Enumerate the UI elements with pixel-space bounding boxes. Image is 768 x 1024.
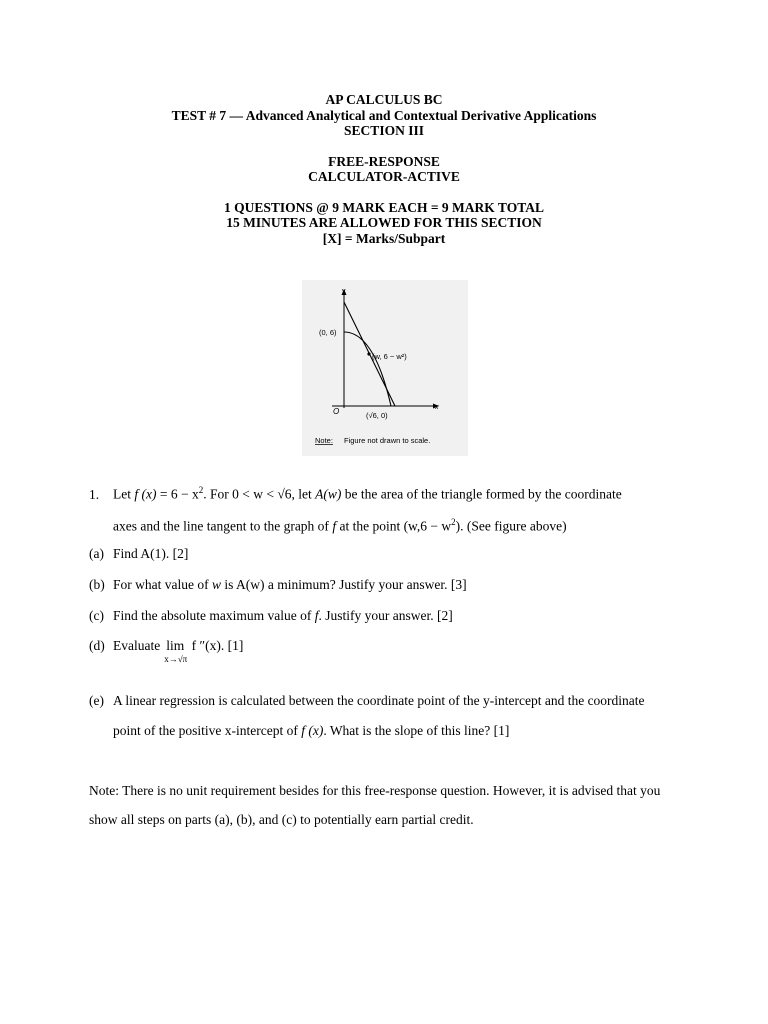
question-1-line-1 bbox=[89, 482, 622, 503]
origin-label: O bbox=[333, 407, 340, 416]
y-intercept-label: (0, 6) bbox=[319, 328, 337, 337]
question-text-part: Let bbox=[113, 486, 135, 502]
test-title: TEST # 7 — Advanced Analytical and Contextual Derivative Applications bbox=[171, 107, 597, 123]
function-notation: f (x) bbox=[301, 723, 324, 738]
note-line-2: show all steps on parts (a), (b), and (c) to potentially earn partial credit. bbox=[89, 812, 474, 827]
part-text: f ″(x). [1] bbox=[188, 638, 244, 653]
part-text: Evaluate bbox=[113, 638, 161, 653]
time-allowed: 15 MINUTES ARE ALLOWED FOR THIS SECTION bbox=[226, 215, 542, 230]
y-axis-label: y bbox=[342, 288, 346, 295]
part-label: (e) bbox=[89, 693, 104, 708]
area-notation: A(w) bbox=[315, 486, 342, 502]
x-axis-label: x bbox=[435, 404, 439, 411]
part-text: is A(w) a minimum? Justify your answer. [3] bbox=[221, 577, 467, 592]
marks-summary: 1 QUESTIONS @ 9 MARK EACH = 9 MARK TOTAL bbox=[224, 199, 544, 215]
function-notation: f (x) bbox=[134, 486, 157, 502]
question-text-part: = 6 − x bbox=[156, 486, 199, 502]
part-label: (c) bbox=[89, 608, 104, 623]
limit-subscript: x→√π bbox=[164, 654, 188, 664]
tangent-point-label: (w, 6 − w²) bbox=[372, 352, 407, 361]
x-intercept-label: (√6, 0) bbox=[366, 411, 388, 420]
marks-legend: [X] = Marks/Subpart bbox=[322, 230, 446, 246]
figure-note-label: Note: bbox=[315, 436, 333, 445]
part-e-line-1 bbox=[89, 693, 645, 709]
part-a bbox=[89, 546, 188, 562]
test-header bbox=[0, 92, 768, 246]
part-d bbox=[89, 638, 244, 664]
part-b bbox=[89, 577, 467, 593]
exponent: 2 bbox=[198, 485, 204, 495]
limit-word: lim bbox=[166, 638, 185, 653]
part-label: (d) bbox=[89, 638, 105, 653]
exponent: 2 bbox=[451, 517, 456, 527]
part-text: Find the absolute maximum value of bbox=[113, 608, 315, 623]
question-1-line-2 bbox=[113, 514, 567, 535]
calculus-figure bbox=[302, 280, 468, 456]
calculator-policy: CALCULATOR-ACTIVE bbox=[308, 169, 460, 184]
part-text: Find A(1). [2] bbox=[113, 546, 189, 561]
question-text-part: . For 0 < w < √6, let bbox=[203, 486, 316, 502]
tangent-point-marker bbox=[367, 352, 370, 355]
part-text: . Justify your answer. [2] bbox=[318, 608, 453, 623]
part-c bbox=[89, 608, 453, 624]
part-e-line-2 bbox=[113, 723, 509, 739]
part-text: A linear regression is calculated between the coordinate point of the y-intercept and the coordinate bbox=[113, 693, 645, 708]
limit-operator bbox=[164, 638, 188, 664]
question-text-part: at the point (w,6 − w bbox=[336, 518, 452, 534]
question-text-part: be the area of the triangle formed by the coordinate bbox=[341, 486, 622, 502]
part-label: (b) bbox=[89, 577, 105, 592]
part-text: . What is the slope of this line? [1] bbox=[323, 723, 510, 738]
part-label: (a) bbox=[89, 546, 104, 561]
question-number: 1. bbox=[89, 486, 100, 502]
part-text: For what value of bbox=[113, 577, 212, 592]
response-type: FREE-RESPONSE bbox=[328, 153, 440, 169]
figure-note-text: Figure not drawn to scale. bbox=[344, 436, 431, 445]
question-text-part: axes and the line tangent to the graph of bbox=[113, 518, 333, 534]
part-text: point of the positive x-intercept of bbox=[113, 723, 302, 738]
function-notation: f bbox=[332, 518, 337, 534]
variable-w: w bbox=[211, 577, 221, 592]
note-line-1: Note: There is no unit requirement besides for this free-response question. However, it is advised that you bbox=[89, 783, 661, 798]
course-title: AP CALCULUS BC bbox=[325, 92, 443, 107]
section-title: SECTION III bbox=[344, 123, 424, 138]
function-notation: f bbox=[314, 608, 319, 623]
figure-svg bbox=[302, 280, 468, 456]
figure-background bbox=[302, 280, 468, 456]
question-text-part: ). (See figure above) bbox=[455, 518, 567, 534]
